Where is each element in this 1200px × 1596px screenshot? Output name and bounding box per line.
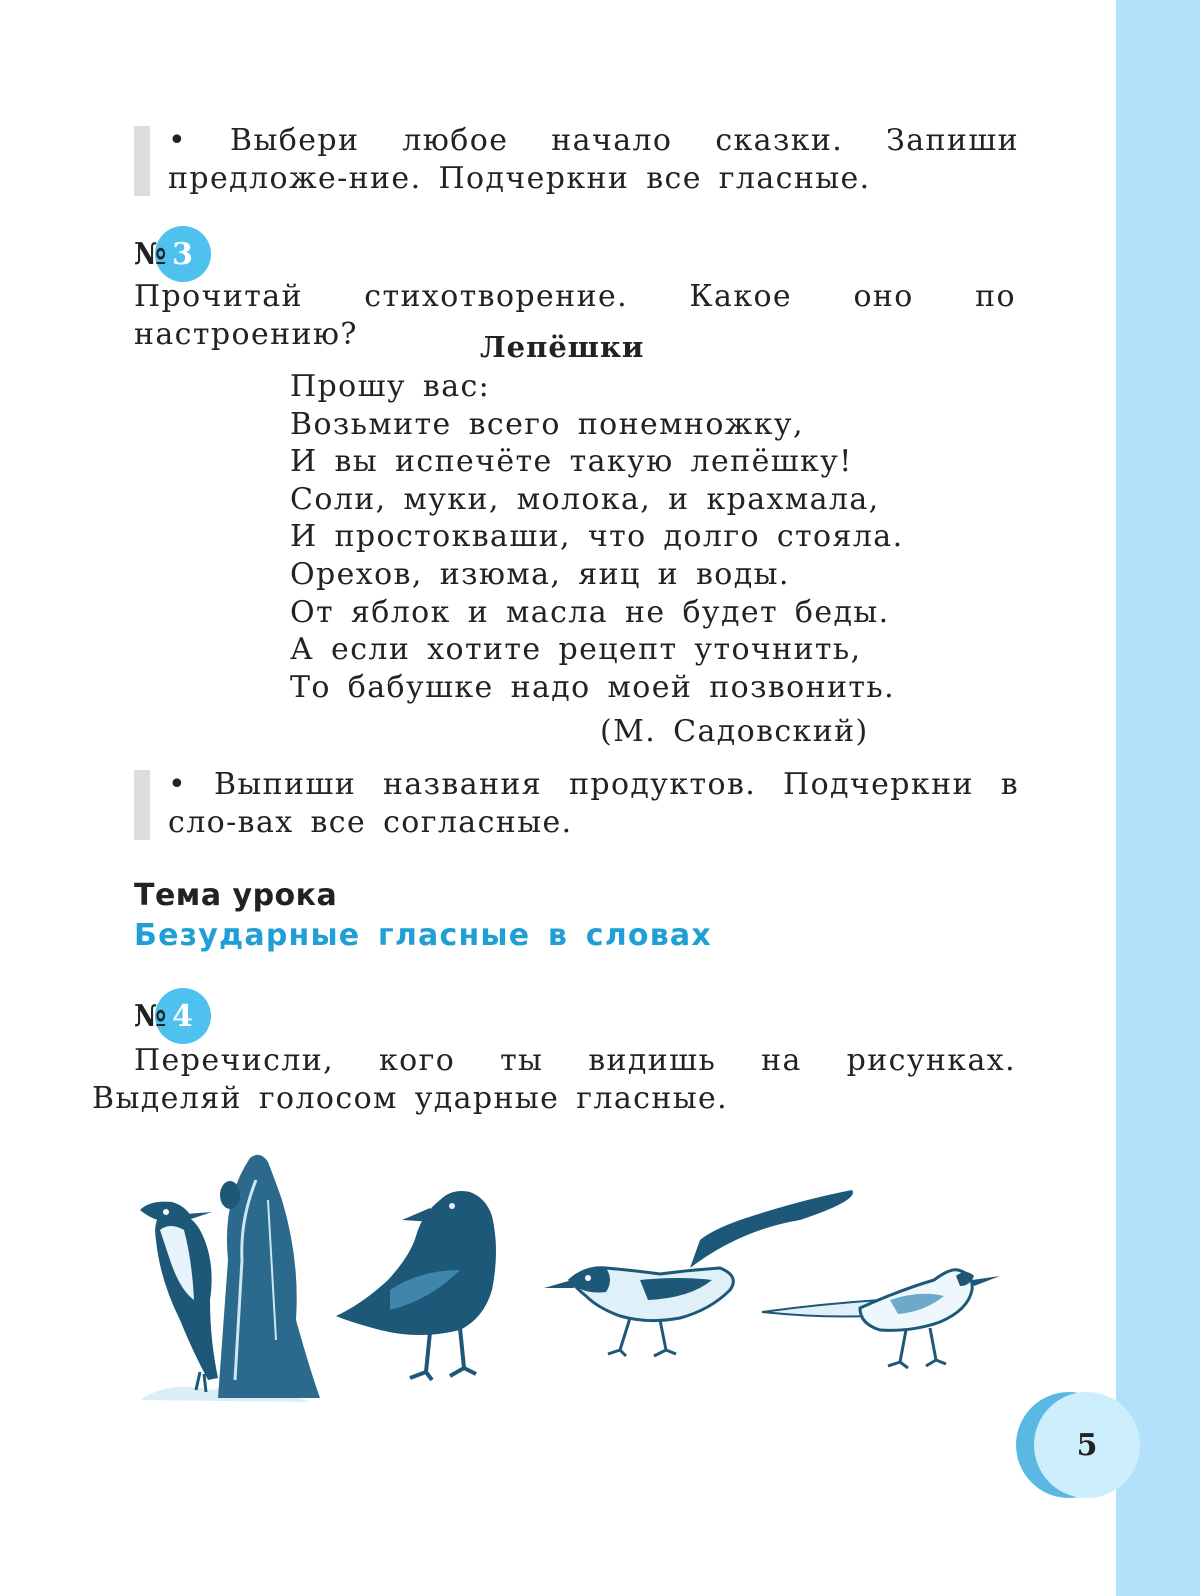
magpie-icon [544, 1190, 853, 1356]
crow-icon [336, 1191, 496, 1380]
exercise-4-instruction: Перечисли, кого ты видишь на рисунках. Выделяй голосом ударные гласные. [92, 1043, 1016, 1116]
poem-line: От яблок и масла не будет беды. [290, 594, 890, 630]
poem-line: И вы испечёте такую лепёшку! [290, 444, 853, 480]
number-sign: № [134, 236, 167, 272]
poem-line: Соли, муки, молока, и крахмала, [290, 481, 880, 517]
task-block-bar [134, 770, 150, 840]
poem-author: (М. Садовский) [600, 714, 869, 749]
task-block-1 [134, 122, 1019, 198]
poem-line: То бабушке надо моей позвонить. [290, 669, 896, 705]
lesson-topic-label: Тема урока [134, 878, 338, 913]
poem-title: Лепёшки [480, 330, 645, 364]
woodpecker-icon [140, 1155, 320, 1402]
poem-line: А если хотите рецепт уточнить, [290, 632, 862, 668]
poem-line: Прошу вас: [290, 369, 491, 404]
exercise-number-3 [134, 226, 211, 282]
task-block-text: • Выбери любое начало сказки. Запиши предложе-ние. Подчеркни все гласные. [168, 123, 1019, 196]
poem-line: Возьмите всего понемножку, [290, 406, 804, 442]
page-side-bar [1116, 0, 1200, 1596]
exercise-number-circle: 4 [155, 988, 211, 1044]
number-sign: № [134, 998, 167, 1034]
page-number-badge [1016, 1392, 1140, 1498]
task-block-text: • Выпиши названия продуктов. Подчеркни в сло-вах все согласные. [168, 767, 1019, 840]
exercise-3-instruction: Прочитай стихотворение. Какое оно по настроению? [134, 279, 1016, 352]
poem-body [290, 368, 904, 706]
birds-illustration [100, 1140, 1020, 1420]
poem-line: И простокваши, что долго стояла. [290, 519, 904, 555]
exercise-number-4 [134, 988, 211, 1044]
task-block-2 [134, 766, 1019, 842]
poem-line: Орехов, изюма, яиц и воды. [290, 556, 790, 592]
lesson-topic-title: Безударные гласные в словах [134, 918, 712, 953]
wagtail-icon [762, 1270, 1000, 1368]
page-number: 5 [1034, 1392, 1140, 1498]
exercise-number-circle: 3 [155, 226, 211, 282]
task-block-bar [134, 126, 150, 196]
